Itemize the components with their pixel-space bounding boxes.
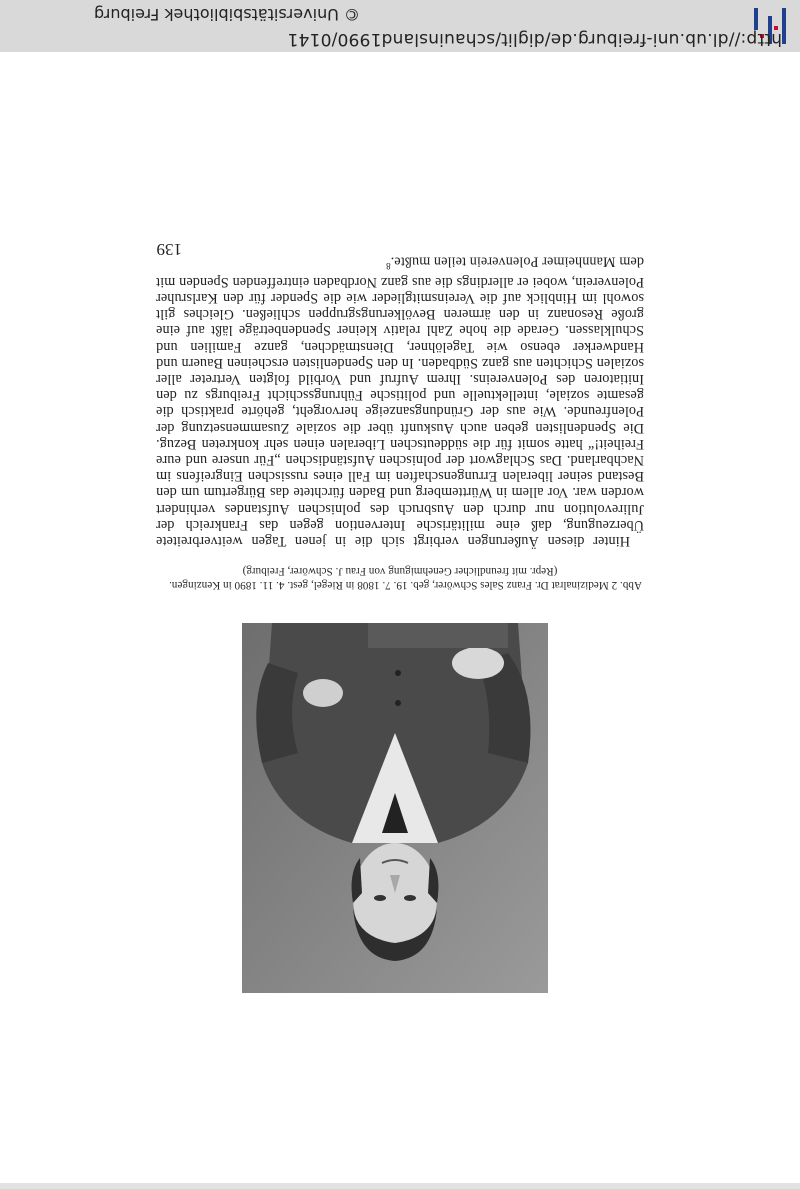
caption-line-1: Abb. 2 Medizinalrat Dr. Franz Sales Schwörer, geb. 19. 7. 1808 in Riegel, gest. 4. 11. 1890 in Kenzingen.	[169, 579, 642, 591]
caption-line-2: (Repr. mit freundlicher Genehmigung von Frau J. Schwörer, Freiburg)	[242, 565, 558, 578]
figure-caption	[158, 564, 642, 591]
footnote-mark: 8	[386, 260, 391, 271]
viewer-bottom-strip	[0, 1183, 800, 1189]
body-paragraph: Hinter diesen Äußerungen verbirgt sich die in jenen Tagen weitverbreitete Überzeugung, daß eine militärische Intervention gegen das Frankreich der Julirevolution nur durch den Ausbruch des polnischen Aufstandes verhindert worden war. Vor allem in Württemberg und Baden fürchtete das Bürgertum um den Bestand seiner liberalen Errungenschaften im Fall eines russischen Eingreifens im Nachbarland. Das Schlagwort der polnischen Aufständischen „Für unsere und eure Freiheit!“ hatte somit für die süddeutschen Liberalen einen sehr konkreten Bezug. Die Spendenlisten geben auch Auskunft über die soziale Zusammensetzung der Polenfreunde. Wie aus der Gründungsanzeige hervorgeht, gehörte praktisch die gesamte soziale, intellektuelle und politische Führungsschicht Freiburgs zu den Initiatoren des Polenvereins. Ihrem Aufruf und Vorbild folgten Vertreter aller sozialen Schichten aus ganz Südbaden. In den Spendenlisten erscheinen Bauern und Handwerker ebenso wie Tagelöhner, Dienstmädchen, ganze Familien und Schulklassen. Gerade die hohe Zahl relativ kleiner Spendenbeträge läßt auf eine große Resonanz in den ärmeren Bevölkerungsgruppen schließen. Gleiches gilt sowohl im Hinblick auf die Vereinsmitglieder wie die Spender für den Karlsruher Polenverein, wobei er allerdings die aus ganz Nordbaden eintreffenden Spenden mit dem Mannheimer Polenverein teilen mußte.	[156, 252, 644, 549]
body-text-block	[156, 253, 644, 549]
footer-copyright: © Universitätsbibliothek Freiburg	[93, 5, 360, 24]
footer-bar	[0, 0, 800, 52]
page-number: 139	[156, 240, 182, 259]
footer-permalink[interactable]: http://dl.ub.uni-freiburg.de/diglit/schauinsland1990/0141	[287, 29, 782, 49]
portrait-photograph	[242, 623, 548, 993]
